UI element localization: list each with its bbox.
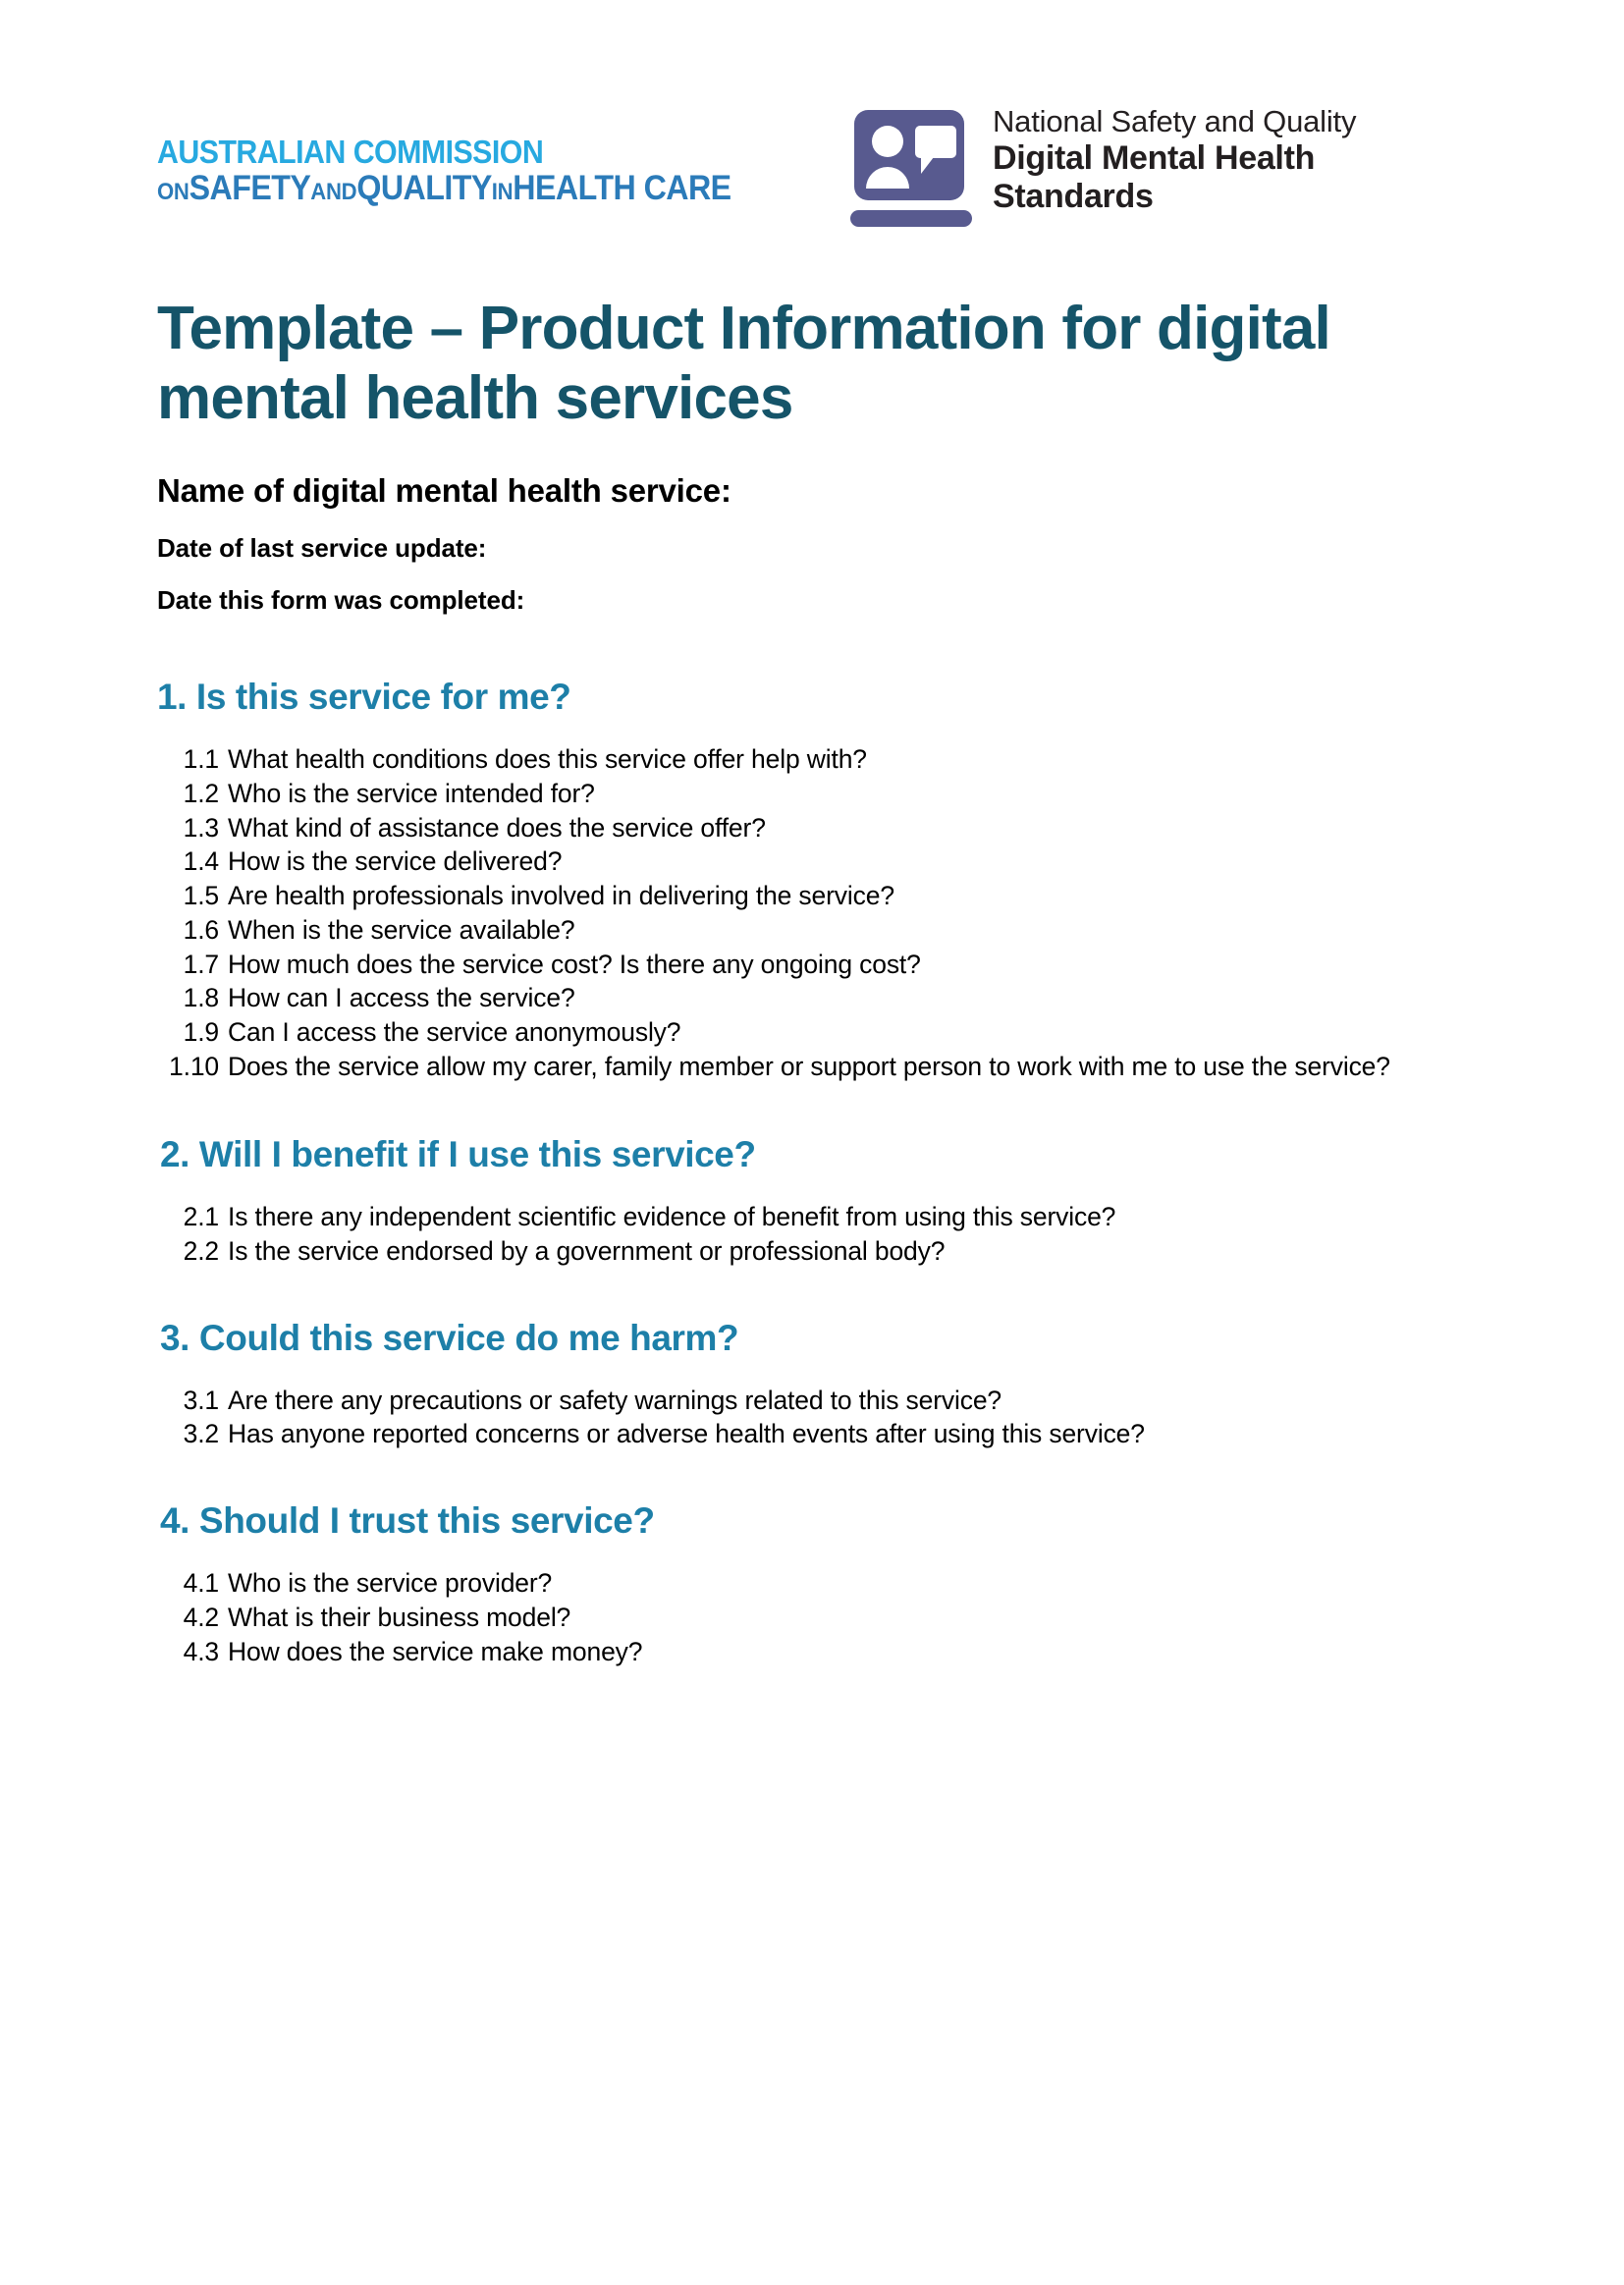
- question-number: 2.2: [183, 1236, 219, 1267]
- document-body: [157, 295, 1473, 1668]
- list-item: [157, 913, 1473, 948]
- document-header: [0, 0, 1624, 245]
- question-text: Are health professionals involved in delivering the service?: [228, 881, 894, 911]
- question-number: 1.4: [183, 846, 219, 877]
- question-number: 1.3: [183, 812, 219, 843]
- list-item: [157, 1050, 1473, 1084]
- question-text: What health conditions does this service offer help with?: [228, 744, 867, 775]
- question-text: How can I access the service?: [228, 983, 575, 1013]
- page-title: Template – Product Information for digital mental health services: [157, 295, 1330, 432]
- question-number: 3.2: [183, 1419, 219, 1449]
- question-text: Has anyone reported concerns or adverse health events after using this service?: [228, 1419, 1145, 1449]
- question-number: 3.1: [183, 1385, 219, 1415]
- question-text: What kind of assistance does the service offer?: [228, 812, 766, 843]
- section-4: [157, 1500, 1473, 1668]
- spacer: [157, 1083, 1473, 1124]
- list-item: [157, 1384, 1473, 1418]
- list-item: [157, 1635, 1473, 1669]
- spacer: [157, 637, 1473, 667]
- acsqhc-logo-line1: AUSTRALIAN COMMISSION: [157, 134, 544, 170]
- section-1-question-list: [157, 742, 1473, 1083]
- section-2-question-list: [157, 1200, 1473, 1268]
- list-item: [157, 811, 1473, 845]
- question-text: Is there any independent scientific evidence of benefit from using this service?: [228, 1202, 1116, 1232]
- list-item: [157, 1566, 1473, 1601]
- question-number: 4.2: [183, 1602, 219, 1632]
- list-item: [157, 1200, 1473, 1234]
- question-number: 1.5: [183, 881, 219, 911]
- list-item: [157, 777, 1473, 811]
- section-4-heading: 4. Should I trust this service?: [160, 1500, 655, 1542]
- form-fields: [157, 472, 1473, 616]
- question-number: 1.10: [169, 1051, 219, 1081]
- list-item: [157, 879, 1473, 913]
- section-3-question-list: [157, 1384, 1473, 1451]
- acsqhc-logo: [157, 136, 781, 205]
- question-text: Who is the service provider?: [228, 1568, 553, 1599]
- field-label-last-service-update: Date of last service update:: [157, 533, 487, 564]
- acsqhc-logo-line2: [157, 171, 731, 205]
- section-1-heading: 1. Is this service for me?: [157, 677, 571, 718]
- question-text: Is the service endorsed by a government or professional body?: [228, 1236, 946, 1267]
- list-item: [157, 981, 1473, 1015]
- acsqhc-logo-in: IN: [491, 179, 514, 205]
- question-number: 4.3: [183, 1636, 219, 1666]
- question-number: 1.6: [183, 914, 219, 945]
- question-number: 4.1: [183, 1568, 219, 1599]
- nsq-logo-line2: Digital Mental Health: [993, 138, 1316, 177]
- question-number: 2.1: [183, 1202, 219, 1232]
- section-3: [157, 1318, 1473, 1451]
- section-4-question-list: [157, 1566, 1473, 1668]
- question-text: When is the service available?: [228, 914, 575, 945]
- section-2-heading: 2. Will I benefit if I use this service?: [160, 1134, 756, 1175]
- question-text: How does the service make money?: [228, 1636, 643, 1666]
- nsq-logo-line1: National Safety and Quality: [993, 104, 1357, 138]
- nsq-logo-text: [993, 102, 1356, 217]
- question-text: Are there any precautions or safety warnings related to this service?: [228, 1385, 1002, 1415]
- acsqhc-logo-on: ON: [157, 179, 189, 205]
- acsqhc-logo-safety: SAFETY: [189, 169, 311, 207]
- question-text: Who is the service intended for?: [228, 779, 595, 809]
- acsqhc-logo-healthcare: HEALTH CARE: [513, 169, 731, 207]
- list-item: [157, 742, 1473, 777]
- list-item: [157, 1234, 1473, 1269]
- section-3-heading: 3. Could this service do me harm?: [160, 1317, 739, 1358]
- field-label-service-name: Name of digital mental health service:: [157, 472, 731, 510]
- section-2: [157, 1134, 1473, 1268]
- digital-mental-health-monitor-icon: [850, 108, 972, 232]
- list-item: [157, 1417, 1473, 1451]
- question-text: How is the service delivered?: [228, 846, 563, 877]
- nsq-logo-line3: Standards: [993, 178, 1154, 216]
- question-number: 1.7: [183, 949, 219, 979]
- spacer: [157, 1269, 1473, 1308]
- question-text: Does the service allow my carer, family member or support person to work with me to use the service?: [228, 1051, 1390, 1081]
- acsqhc-logo-and: AND: [310, 179, 357, 205]
- list-item: [157, 1601, 1473, 1635]
- list-item: [157, 1015, 1473, 1050]
- question-text: What is their business model?: [228, 1602, 571, 1632]
- question-text: Can I access the service anonymously?: [228, 1016, 681, 1047]
- question-number: 1.8: [183, 983, 219, 1013]
- question-number: 1.2: [183, 779, 219, 809]
- list-item: [157, 948, 1473, 982]
- field-label-form-completed-date: Date this form was completed:: [157, 585, 525, 616]
- list-item: [157, 844, 1473, 879]
- question-number: 1.1: [183, 744, 219, 775]
- question-number: 1.9: [183, 1016, 219, 1047]
- spacer: [157, 1451, 1473, 1491]
- nsq-digital-mental-health-standards-logo: [850, 102, 1356, 232]
- question-text: How much does the service cost? Is there any ongoing cost?: [228, 949, 921, 979]
- acsqhc-logo-quality: QUALITY: [356, 169, 492, 207]
- section-1: [157, 677, 1473, 1083]
